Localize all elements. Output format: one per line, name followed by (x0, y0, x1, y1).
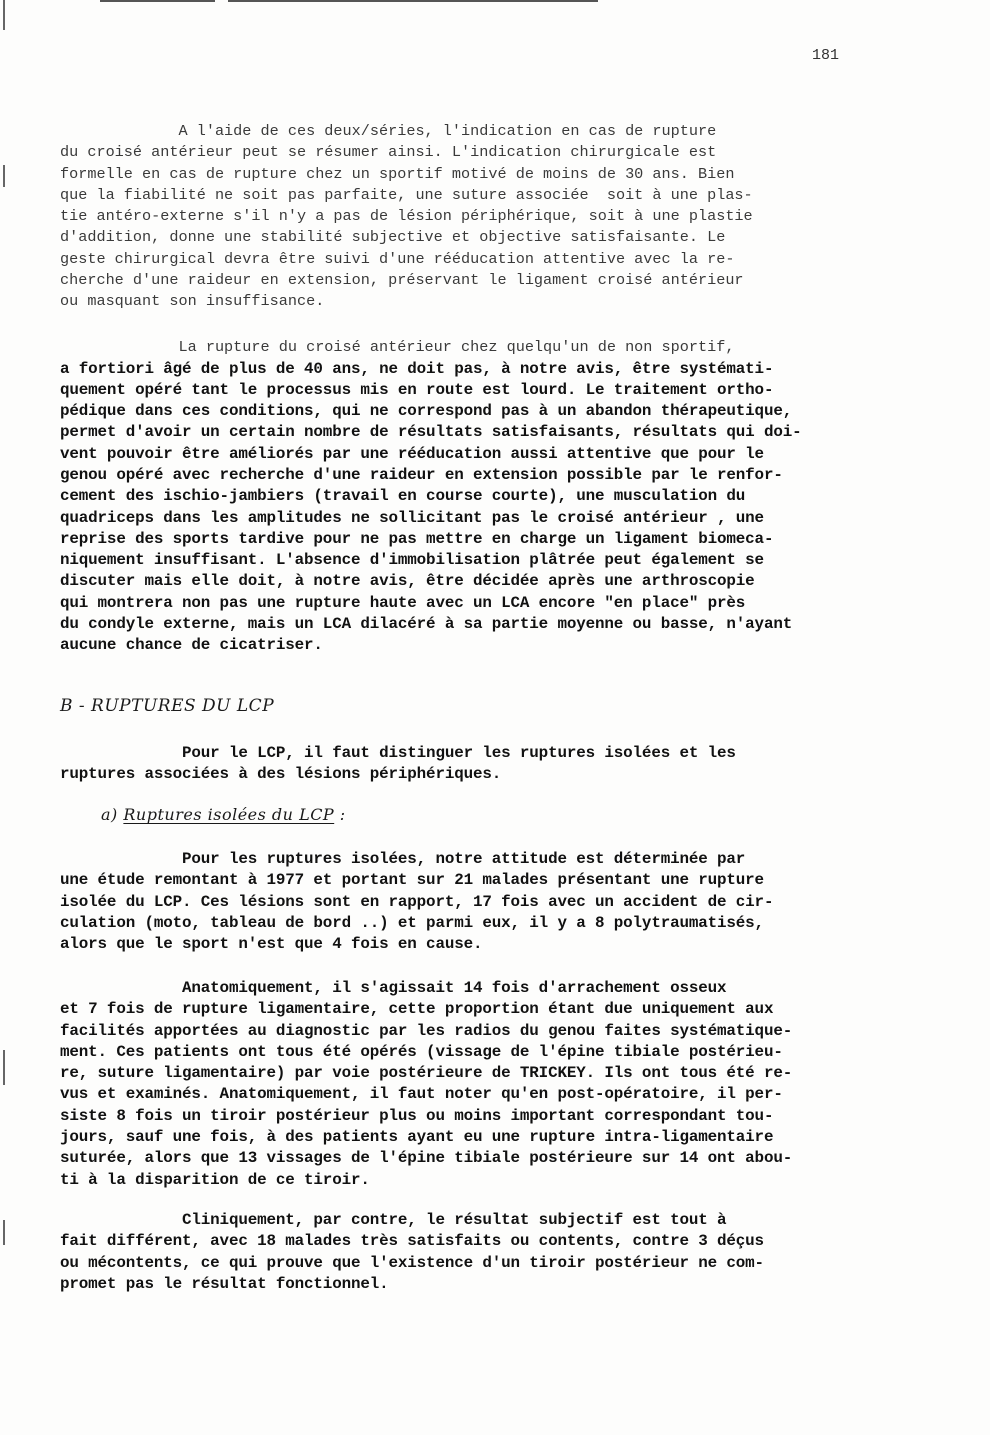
text-line: ment. Ces patients ont tous été opérés (vissage de l'épine tibiale postérieu- (60, 1042, 783, 1061)
section-title: B - RUPTURES DU LCP (60, 696, 275, 716)
text-line: alors que le sport n'est que 4 fois en cause. (60, 935, 483, 954)
paragraph (60, 337, 902, 358)
subsection-title (101, 805, 346, 824)
text-line: A l'aide de ces deux/séries, l'indication en cas de rupture (60, 122, 717, 140)
text-line: Pour le LCP, il faut distinguer les ruptures isolées et les (60, 744, 736, 762)
text-line: une étude remontant à 1977 et portant sur 21 malades présentant une rupture (60, 871, 764, 890)
text-line: culation (moto, tableau de bord ..) et parmi eux, il y a 8 polytraumatisés, (60, 913, 764, 932)
text-line: cement des ischio-jambiers (travail en course courte), une musculation du (60, 487, 746, 506)
text-line: fait différent, avec 18 malades très satisfaits ou contents, contre 3 déçus (60, 1232, 764, 1251)
scan-left-edge-mark (3, 1220, 5, 1245)
text-line: ti à la disparition de ce tiroir. (60, 1170, 370, 1189)
text-line: suturée, alors que 13 vissages de l'épine tibiale postérieure sur 14 ont abou- (60, 1149, 793, 1168)
paragraph (60, 743, 902, 786)
text-line: ou masquant son insuffisance. (60, 292, 325, 311)
text-line: et 7 fois de rupture ligamentaire, cette proportion étant due uniquement aux (60, 1000, 774, 1019)
text-line: reprise des sports tardive pour ne pas mettre en charge un ligament biomeca- (60, 529, 774, 548)
text-line: du croisé antérieur peut se résumer ainsi. L'indication chirurgicale est (60, 143, 717, 162)
text-line: La rupture du croisé antérieur chez quelqu'un de non sportif, (60, 338, 735, 356)
text-line: du condyle externe, mais un LCA dilacéré à sa partie moyenne ou basse, n'ayant (60, 615, 793, 634)
scan-left-edge-mark (3, 0, 5, 30)
text-line: discuter mais elle doit, à notre avis, être décidée après une arthroscopie (60, 572, 755, 591)
text-line: cherche d'une raideur en extension, préservant le ligament croisé antérieur (60, 271, 744, 290)
paragraph (60, 1210, 902, 1295)
scan-top-edge-line (100, 0, 215, 2)
paragraph (60, 359, 902, 657)
scan-top-edge-line (228, 0, 598, 2)
text-line: Pour les ruptures isolées, notre attitude est déterminée par (60, 850, 746, 868)
text-line: que la fiabilité ne soit pas parfaite, une suture associée soit à une plas- (60, 185, 753, 204)
text-line: isolée du LCP. Ces lésions sont en rapport, 17 fois avec un accident de cir- (60, 892, 774, 911)
text-line: genou opéré avec recherche d'une raideur en extension possible par le renfor- (60, 465, 783, 484)
text-line: a fortiori âgé de plus de 40 ans, ne doit pas, à notre avis, être systémati- (60, 359, 774, 378)
text-line: quadriceps dans les amplitudes ne sollicitant pas le croisé antérieur , une (60, 508, 764, 527)
subsection-suffix: : (334, 805, 346, 824)
paragraph (60, 121, 902, 313)
text-line: jours, sauf une fois, à des patients ayant eu une rupture intra-ligamentaire (60, 1128, 774, 1147)
paragraph (60, 849, 902, 955)
text-line: aucune chance de cicatriser. (60, 636, 323, 655)
scan-left-edge-mark (3, 1050, 5, 1085)
text-line: ruptures associées à des lésions périphériques. (60, 765, 502, 784)
subsection-prefix: a) (101, 805, 124, 824)
text-line: promet pas le résultat fonctionnel. (60, 1274, 389, 1293)
text-line: pédique dans ces conditions, qui ne correspond pas à un abandon thérapeutique, (60, 402, 793, 421)
text-line: niquement insuffisant. L'absence d'immobilisation plâtrée peut également se (60, 551, 764, 570)
text-line: quement opéré tant le processus mis en route est lourd. Le traitement ortho- (60, 380, 774, 399)
text-line: formelle en cas de rupture chez un sportif motivé de moins de 30 ans. Bien (60, 164, 735, 183)
text-line: qui montrera non pas une rupture haute avec un LCA encore "en place" près (60, 593, 746, 612)
text-line: Anatomiquement, il s'agissait 14 fois d'arrachement osseux (60, 979, 727, 997)
paragraph (60, 978, 902, 1191)
page-number: 181 (812, 47, 840, 64)
text-line: tie antéro-externe s'il n'y a pas de lésion périphérique, soit à une plastie (60, 207, 753, 226)
text-line: vent pouvoir être améliorés par une rééducation aussi attentive que pour le (60, 444, 764, 463)
text-line: siste 8 fois un tiroir postérieur plus ou moins important correspondant tou- (60, 1106, 774, 1125)
text-line: ou mécontents, ce qui prouve que l'existence d'un tiroir postérieur ne com- (60, 1253, 764, 1272)
text-line: permet d'avoir un certain nombre de résultats satisfaisants, résultats qui doi- (60, 423, 802, 442)
text-line: vus et examinés. Anatomiquement, il faut noter qu'en post-opératoire, il per- (60, 1085, 783, 1104)
text-line: geste chirurgical devra être suivi d'une rééducation attentive avec la re- (60, 249, 735, 268)
text-line: Cliniquement, par contre, le résultat subjectif est tout à (60, 1211, 727, 1229)
text-line: facilités apportées au diagnostic par les radios du genou faites systématique- (60, 1021, 793, 1040)
subsection-title-text: Ruptures isolées du LCP (123, 805, 335, 824)
text-line: re, suture ligamentaire) par voie postérieure de TRICKEY. Ils ont tous été re- (60, 1064, 793, 1083)
text-line: d'addition, donne une stabilité subjective et objective satisfaisante. Le (60, 228, 726, 247)
scan-left-edge-mark (3, 165, 5, 187)
